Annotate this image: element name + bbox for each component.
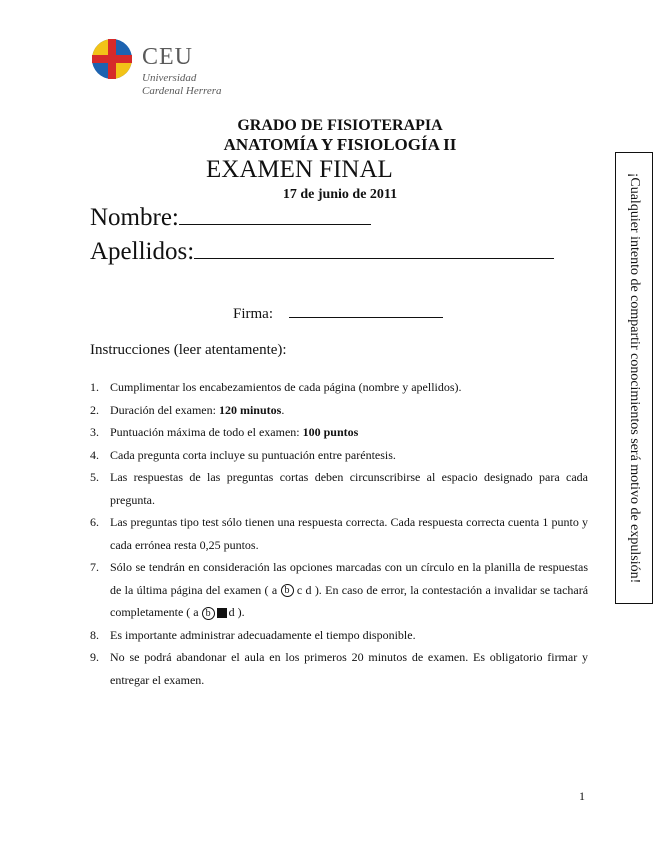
list-item — [90, 624, 588, 647]
item-number: 6. — [90, 515, 99, 529]
list-item — [90, 556, 588, 624]
surname-field[interactable] — [90, 236, 554, 266]
surname-line[interactable] — [194, 236, 554, 259]
item-text: Cada pregunta corta incluye su puntuación entre paréntesis. — [110, 447, 396, 462]
item-text: Sólo se tendrán en consideración las opciones marcadas con un círculo en la planilla de respuestas de la última página del examen ( — [110, 560, 588, 597]
option-b-circled: b — [281, 584, 294, 597]
item-text: Es importante administrar adecuadamente el tiempo disponible. — [110, 627, 416, 642]
exam-title: EXAMEN FINAL — [206, 156, 393, 183]
choice-example-marked — [272, 583, 315, 597]
item-text: No se podrá abandonar el aula en los primeros 20 minutos de examen. Es obligatorio firmar y entregar el examen. — [110, 650, 588, 687]
exam-date: 17 de junio de 2011 — [282, 187, 398, 202]
ceu-logo-icon — [92, 39, 132, 79]
instructions-list — [90, 376, 588, 691]
list-item — [90, 646, 588, 691]
item-text: Las respuestas de las preguntas cortas deben circunscribirse al espacio designado para cada pregunta. — [110, 470, 588, 507]
item-number: 1. — [90, 380, 99, 394]
name-line[interactable] — [179, 202, 371, 225]
list-item — [90, 421, 588, 444]
item-text: ). — [237, 605, 245, 619]
item-number: 8. — [90, 627, 99, 642]
option-d: d — [305, 582, 312, 597]
list-item — [90, 511, 588, 556]
item-number: 2. — [90, 402, 99, 417]
logo-brand: CEU — [142, 44, 193, 70]
signature-line[interactable] — [289, 303, 443, 318]
option-d: d — [228, 605, 235, 619]
option-c-filled-icon — [217, 608, 227, 618]
list-item — [90, 444, 588, 467]
item-bold: 120 minutos — [218, 402, 282, 417]
list-item — [90, 376, 588, 399]
item-text: . — [281, 402, 285, 417]
instructions-title: Instrucciones (leer atentamente): — [90, 342, 287, 358]
signature-label: Firma: — [233, 306, 273, 322]
item-number: 4. — [90, 447, 99, 462]
option-a: a — [193, 605, 199, 619]
item-text: Duración del examen: — [110, 402, 219, 417]
item-text: Cumplimentar los encabezamientos de cada página (nombre y apellidos). — [110, 380, 462, 394]
item-text: Las preguntas tipo test sólo tienen una respuesta correcta. Cada respuesta correcta cuenta 1 punto y cada errónea resta 0,25 puntos. — [110, 515, 588, 552]
page-number: 1 — [579, 789, 585, 803]
logo-line-2: Cardenal Herrera — [142, 85, 222, 97]
list-item — [90, 399, 588, 422]
item-number: 3. — [90, 425, 99, 439]
option-b-circled: b — [202, 607, 215, 620]
item-number: 9. — [90, 650, 99, 664]
name-field[interactable] — [90, 202, 371, 232]
side-notice-text: ¡Cualquier intento de compartir conocimientos será motivo de expulsión! — [627, 172, 642, 584]
option-a: a — [271, 582, 278, 597]
item-text: ). En caso de error, la contestación a invalidar se tachará completamente ( — [110, 582, 589, 619]
choice-example-crossed — [193, 605, 237, 619]
surname-label: Apellidos: — [90, 238, 195, 265]
signature-field[interactable] — [233, 303, 443, 323]
option-c: c — [296, 582, 303, 597]
logo-line-1: Universidad — [142, 72, 197, 84]
degree-title: GRADO DE FISIOTERAPIA — [237, 117, 443, 134]
list-item — [90, 466, 588, 511]
item-number: 7. — [90, 560, 99, 574]
logo-university-name — [142, 72, 222, 98]
item-number: 5. — [90, 470, 99, 484]
item-text: Puntuación máxima de todo el examen: — [110, 425, 303, 439]
item-bold: 100 puntos — [302, 425, 359, 439]
side-notice-box — [615, 152, 653, 604]
subject-title: ANATOMÍA Y FISIOLOGÍA II — [223, 135, 457, 154]
name-label: Nombre: — [90, 204, 179, 231]
